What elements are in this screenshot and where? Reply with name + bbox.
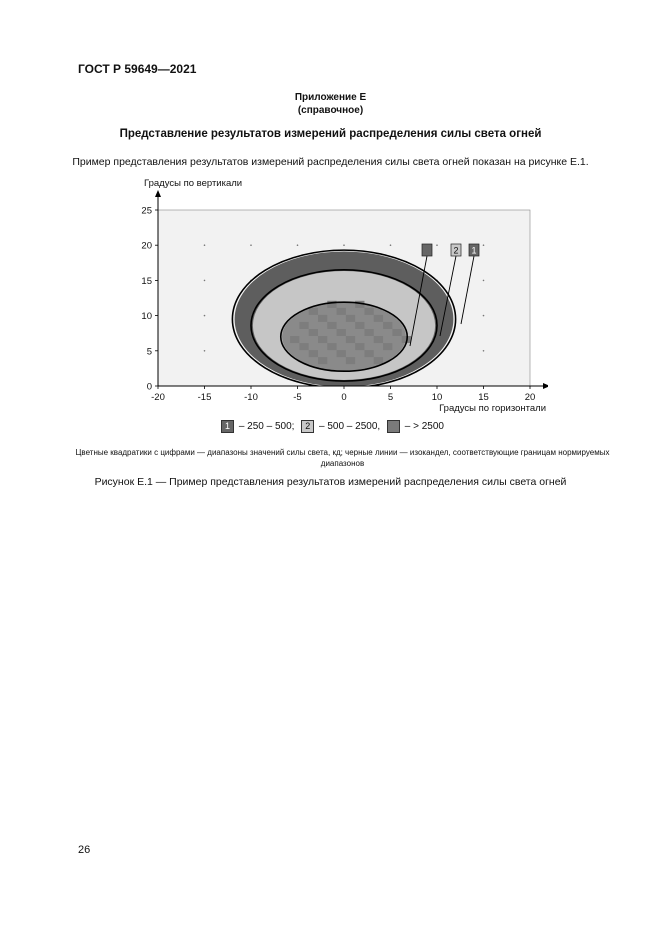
zone-label-text: 2: [453, 245, 459, 256]
light-distribution-chart: [128, 176, 548, 416]
inner-cell: [309, 329, 318, 336]
inner-cell: [374, 336, 383, 343]
page-number: 26: [78, 844, 91, 856]
y-tick-label: 10: [141, 311, 152, 323]
y-tick-label: 20: [141, 240, 152, 252]
section-title: Представление результатов измерений распределения силы света огней: [119, 128, 542, 140]
inner-cell: [290, 336, 299, 343]
grid-dot: [297, 244, 299, 246]
inner-cell: [346, 315, 355, 322]
inner-cell: [337, 329, 346, 336]
x-tick-label: 20: [524, 392, 536, 403]
grid-dot: [436, 244, 438, 246]
inner-cell: [355, 343, 364, 350]
inner-cell: [299, 343, 308, 350]
zone-label-text: 1: [471, 245, 477, 256]
x-axis-label: Градусы по горизонтали: [439, 403, 546, 414]
figure-caption: Рисунок Е.1 — Пример представления результатов измерений распределения силы света огней: [94, 476, 567, 488]
legend-swatch-2: 2: [301, 420, 314, 433]
inner-cell: [337, 308, 346, 315]
inner-cell: [346, 336, 355, 343]
inner-cell: [318, 315, 327, 322]
inner-cell: [318, 336, 327, 343]
grid-dot: [250, 244, 252, 246]
inner-cell: [327, 343, 336, 350]
inner-cell: [364, 329, 373, 336]
legend-text-3: – > 2500: [401, 421, 444, 433]
y-tick-label: 25: [141, 205, 152, 217]
grid-dot: [483, 280, 485, 282]
chart-legend: [0, 420, 661, 433]
y-tick-label: 5: [146, 346, 152, 358]
legend-text-2: – 500 – 2500,: [316, 421, 381, 433]
x-axis-arrow: [543, 383, 548, 389]
grid-dot: [483, 315, 485, 317]
appendix-heading: [0, 91, 661, 117]
inner-cell: [309, 308, 318, 315]
inner-cell: [318, 357, 327, 364]
x-tick-label: -15: [197, 392, 212, 403]
y-tick-label: 0: [146, 381, 152, 393]
x-tick-label: -5: [293, 392, 302, 403]
x-tick-label: 10: [431, 392, 443, 403]
grid-dot: [390, 244, 392, 246]
inner-cell: [309, 350, 318, 357]
y-axis-arrow: [155, 190, 161, 197]
y-tick-label: 15: [141, 275, 152, 287]
inner-cell: [364, 308, 373, 315]
legend-swatch-1: 1: [221, 420, 234, 433]
grid-dot: [343, 244, 345, 246]
inner-cell: [364, 350, 373, 357]
grid-dot: [204, 315, 206, 317]
legend-text-1: – 250 – 500;: [236, 421, 295, 433]
intro-paragraph: Пример представления результатов измерений распределения силы света огней показан на рисунке Е.1.: [72, 156, 589, 168]
y-axis-label: Градусы по вертикали: [144, 178, 243, 189]
legend-swatch-3: [387, 420, 400, 433]
grid-dot: [204, 350, 206, 352]
x-tick-label: -20: [151, 392, 165, 403]
x-tick-label: 15: [478, 392, 489, 403]
inner-cell: [374, 357, 383, 364]
inner-cell: [392, 329, 401, 336]
appendix-type: (справочное): [297, 105, 364, 116]
grid-dot: [483, 350, 485, 352]
grid-dot: [204, 244, 206, 246]
grid-dot: [483, 244, 485, 246]
inner-cell: [337, 350, 346, 357]
inner-cell: [346, 357, 355, 364]
standard-number: ГОСТ Р 59649—2021: [78, 62, 197, 76]
figure-note: Цветные квадратики с цифрами — диапазоны значений силы света, кд; черные линии — изокандел, соответствующие границам нормируемых диапазонов: [75, 448, 610, 468]
inner-cell: [327, 322, 336, 329]
zone-label-text: 3: [424, 245, 430, 256]
inner-cell: [383, 343, 392, 350]
inner-cell: [299, 322, 308, 329]
x-tick-label: 0: [341, 392, 347, 403]
inner-cell: [383, 322, 392, 329]
grid-dot: [204, 280, 206, 282]
appendix-label: Приложение Е: [294, 92, 367, 103]
x-tick-label: -10: [244, 392, 258, 403]
inner-cell: [374, 315, 383, 322]
inner-cell: [355, 322, 364, 329]
x-tick-label: 5: [387, 392, 394, 403]
